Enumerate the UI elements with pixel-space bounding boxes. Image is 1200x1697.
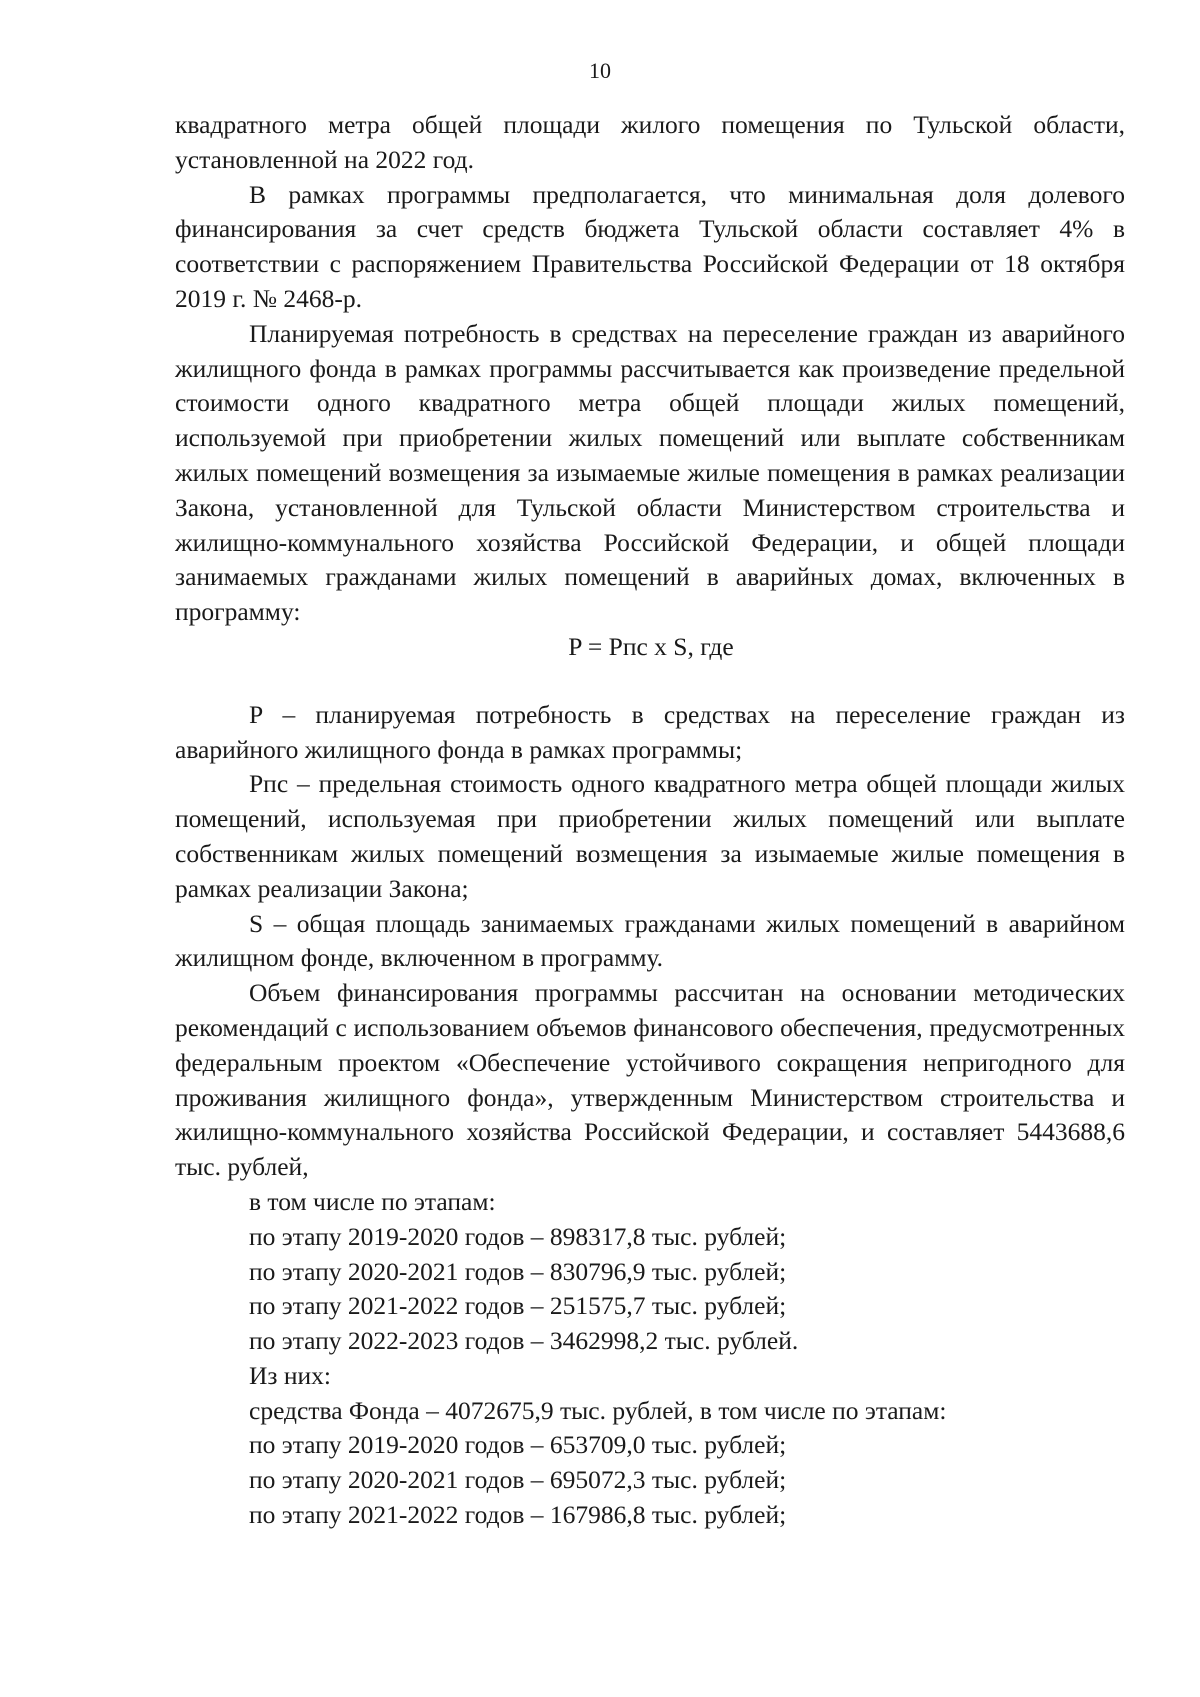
stage-line: по этапу 2022-2023 годов – 3462998,2 тыс. рублей. (249, 1326, 799, 1356)
stage-line: по этапу 2021-2022 годов – 251575,7 тыс. рублей; (249, 1291, 787, 1321)
paragraph-continuation: квадратного метра общей площади жилого помещения по Тульской области, установленной на 2022 год. (175, 110, 1125, 174)
spacer (175, 665, 1125, 698)
definition-pps: Рпс – предельная стоимость одного квадратного метра общей площади жилых помещений, используемая при приобретении жилых помещений или выплате собственникам жилых помещений возмещения за изымаемые жилые помещения в рамках реализации Закона; (175, 769, 1125, 903)
page-number: 10 (589, 58, 611, 83)
stage-line: по этапу 2020-2021 годов – 830796,9 тыс. рублей; (249, 1256, 787, 1286)
fund-total-line: средства Фонда – 4072675,9 тыс. рублей, в том числе по этапам: (249, 1395, 947, 1425)
paragraph-cofinancing: В рамках программы предполагается, что минимальная доля долевого финансирования за счет средств бюджета Тульской области составляет 4% в соответствии с распоряжением Правительства Российской Федерации от 18 октября 2019 г. № 2468-р. (175, 179, 1125, 313)
paragraph-financing-volume: Объем финансирования программы рассчитан на основании методических рекомендаций с использованием объемов финансового обеспечения, предусмотренных федеральным проектом «Обеспечение устойчивого сокращения непригодного для проживания жилищного фонда», утвержденным Министерством строительства и жилищно-коммунального хозяйства Российской Федерации, и составляет 5443688,6 тыс. рублей, (175, 978, 1125, 1182)
definition-p: P – планируемая потребность в средствах на переселение граждан из аварийного жилищного фонда в рамках программы; (175, 699, 1125, 764)
paragraph-planned-need: Планируемая потребность в средствах на переселение граждан из аварийного жилищного фонда в рамках программы рассчитывается как произведение предельной стоимости одного квадратного метра общей площади жилых помещений, используемой при приобретении жилых помещений или выплате собственникам жилых помещений возмещения за изымаемые жилые помещения в рамках реализации Закона, установленной для Тульской области Министерством строительства и жилищно-коммунального хозяйства Российской Федерации, и общей площади занимаемых гражданами жилых помещений в аварийных домах, включенных в программу: (175, 318, 1125, 627)
stage-line: по этапу 2019-2020 годов – 898317,8 тыс. рублей; (249, 1221, 787, 1251)
document-body (175, 108, 1125, 1533)
formula: P = Рпс x S, где (568, 631, 734, 661)
fund-stage-line: по этапу 2020-2021 годов – 695072,3 тыс. рублей; (249, 1465, 787, 1495)
stages-intro: в том числе по этапам: (249, 1186, 496, 1216)
definition-s: S – общая площадь занимаемых гражданами жилых помещений в аварийном жилищном фонде, включенном в программу. (175, 908, 1125, 973)
fund-stage-line: по этапу 2019-2020 годов – 653709,0 тыс. рублей; (249, 1430, 787, 1460)
of-them-label: Из них: (249, 1360, 331, 1390)
fund-stage-line: по этапу 2021-2022 годов – 167986,8 тыс. рублей; (249, 1500, 787, 1530)
